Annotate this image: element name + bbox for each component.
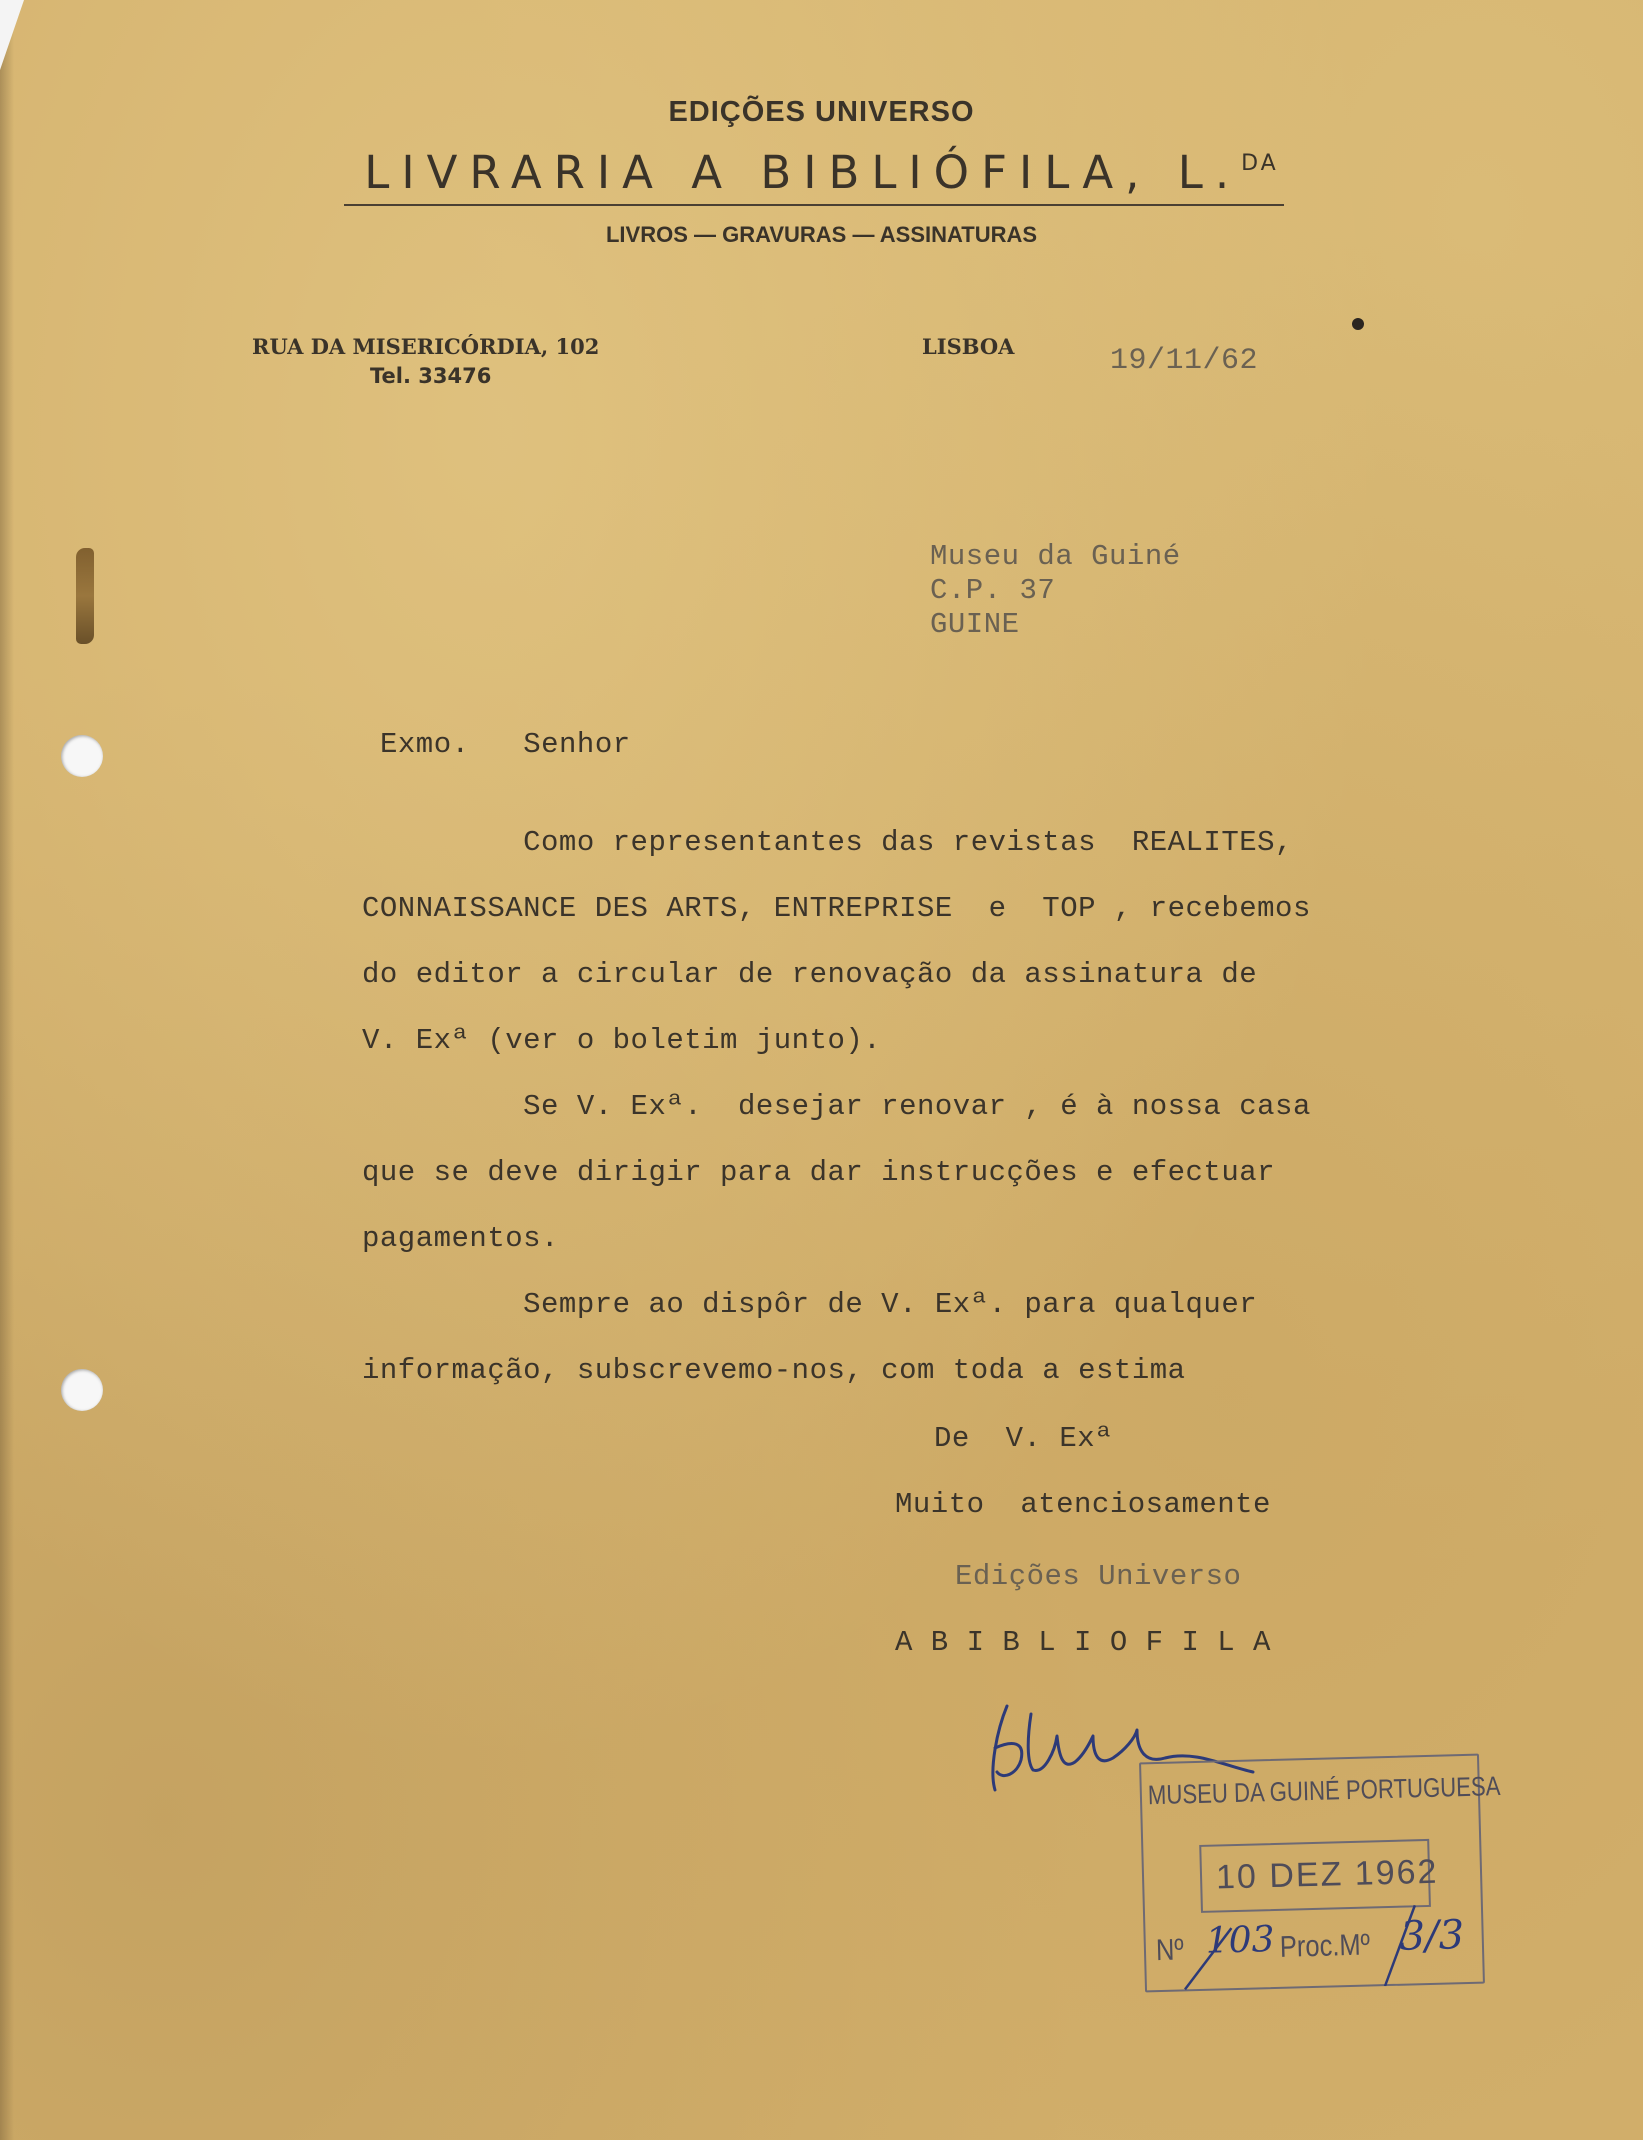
stamp-date: 10 DEZ 1962 [1215, 1852, 1439, 1897]
paper-left-edge-shadow [0, 0, 14, 2140]
recipient-line-3: GUINE [930, 608, 1020, 641]
body-line: que se deve dirigir para dar instrucções e efectuar [362, 1156, 1276, 1189]
stamp-number-label: Nº [1155, 1933, 1185, 1968]
stamp-proc-value: 3/3 [1399, 1912, 1465, 1960]
staple-rust-mark [76, 548, 94, 644]
body-line: CONNAISSANCE DES ARTS, ENTREPRISE e TOP , recebemos [362, 892, 1311, 925]
punch-hole-bottom [61, 1369, 103, 1411]
letterhead-company [0, 146, 1643, 199]
body-line: Se V. Exª. desejar renovar , é à nossa casa [362, 1090, 1311, 1123]
recipient-line-2: C.P. 37 [930, 574, 1056, 607]
letterhead-tagline: LIVROS — GRAVURAS — ASSINATURAS [605, 222, 1038, 247]
stamp-number-value: 103 [1205, 1919, 1275, 1962]
stamp-title: MUSEU DA GUINÉ PORTUGUESA [1147, 1771, 1501, 1811]
body-line: pagamentos. [362, 1222, 559, 1255]
body-line: V. Exª (ver o boletim junto). [362, 1024, 882, 1057]
letterhead-rule [344, 204, 1284, 206]
body-line: Como representantes das revistas REALITES, [362, 826, 1293, 859]
recipient-line-1: Museu da Guiné [930, 540, 1181, 573]
body-line: do editor a circular de renovação da assinatura de [362, 958, 1258, 991]
closing-line-3: Edições Universo [955, 1560, 1242, 1593]
closing-line-4: A B I B L I O F I L A [895, 1626, 1271, 1659]
museum-receipt-stamp [1139, 1754, 1501, 1993]
torn-corner [0, 0, 24, 70]
company-suffix: DA [1241, 151, 1279, 176]
closing-line-2: Muito atenciosamente [895, 1488, 1271, 1521]
letter-date: 19/11/62 [1110, 344, 1259, 378]
phone-line: Tel. 33476 [370, 364, 492, 388]
punch-hole-top [61, 735, 103, 777]
stamp-pen-underline [1139, 1754, 1485, 1993]
stamp-proc-label: Proc.Mº [1279, 1928, 1371, 1964]
body-line: informação, subscrevemo-nos, com toda a estima [362, 1354, 1186, 1387]
body-line: Sempre ao dispôr de V. Exª. para qualquer [362, 1288, 1258, 1321]
closing-line-1: De V. Exª [934, 1422, 1114, 1455]
company-name: LIVRARIA A BIBLIÓFILA, L. [364, 146, 1242, 199]
ink-dot [1352, 318, 1364, 330]
address-line: RUA DA MISERICÓRDIA, 102 [252, 334, 600, 359]
letterhead-publisher: EDIÇÕES UNIVERSO [668, 96, 975, 128]
salutation: Exmo. Senhor [380, 728, 631, 761]
city-line: LISBOA [922, 334, 1015, 359]
